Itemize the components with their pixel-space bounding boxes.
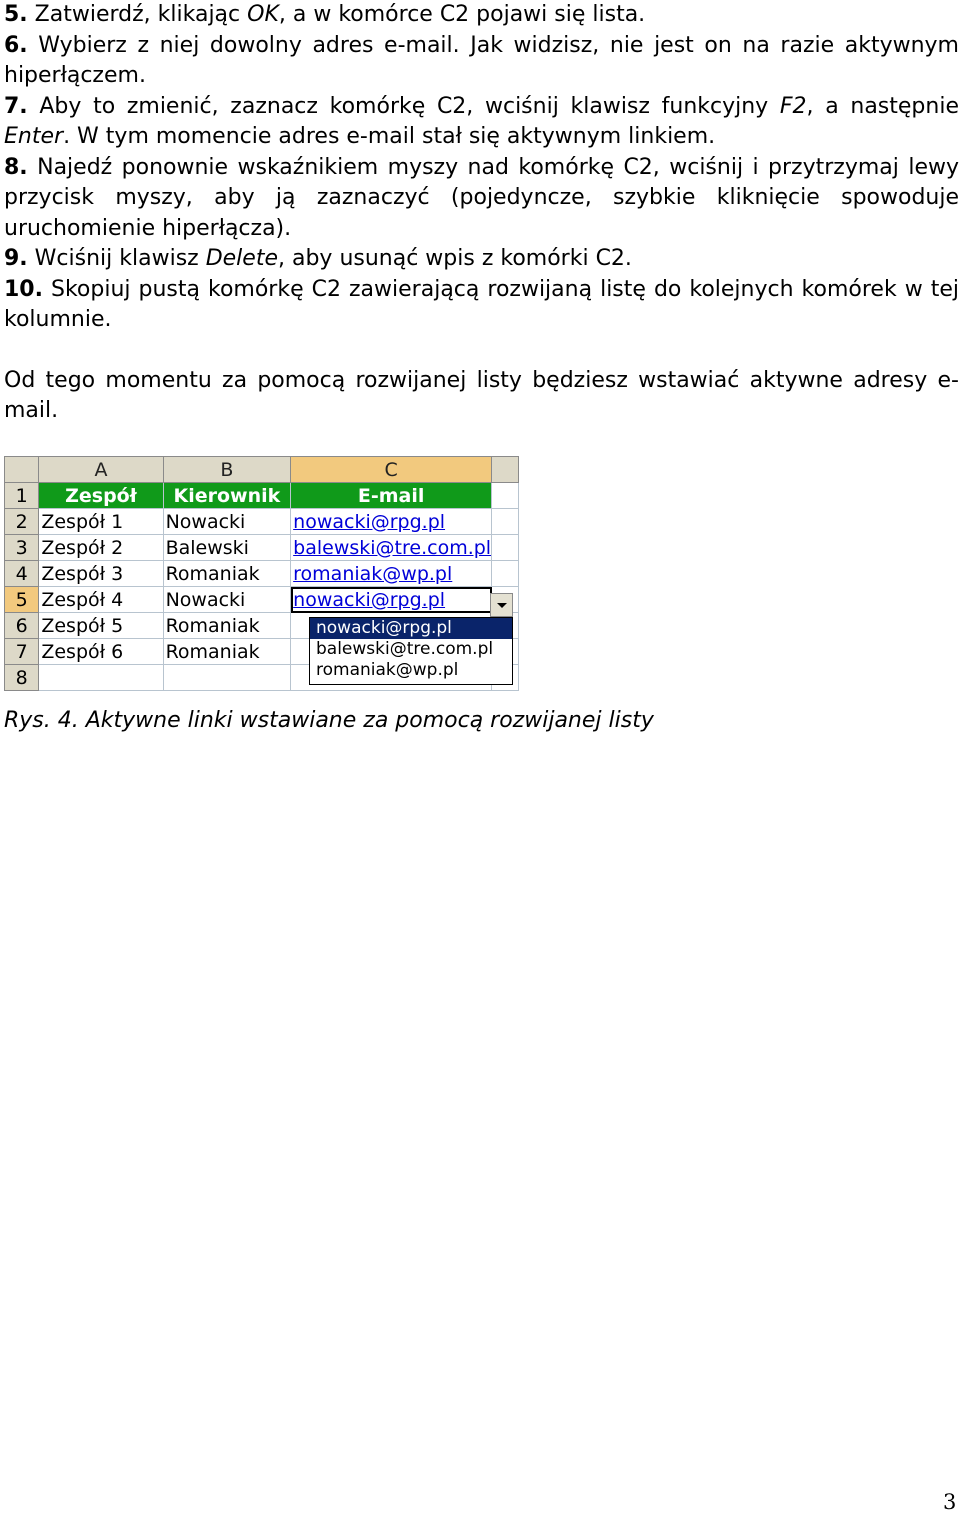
cell-c5-active-link[interactable]: nowacki@rpg.pl	[291, 587, 492, 613]
cell-d1[interactable]	[492, 483, 519, 509]
row-header-5[interactable]: 5	[5, 587, 39, 613]
column-header-d[interactable]	[492, 457, 519, 483]
cell-b3[interactable]: Balewski	[163, 535, 291, 561]
cell-d2[interactable]	[492, 509, 519, 535]
step-8: 8. Najedź ponownie wskaźnikiem myszy nad komórkę C2, wciśnij i przytrzymaj lewy przycisk myszy, aby ją zaznaczyć (pojedyncze, szybkie kliknięcie spowoduje uruchomienie hiperłącza).	[4, 154, 959, 241]
step-10: 10. Skopiuj pustą komórkę C2 zawierającą rozwijaną listę do kolejnych komórek w tej kolumnie.	[4, 276, 959, 332]
step-6: 6. Wybierz z niej dowolny adres e-mail. Jak widzisz, nie jest on na razie aktywnym hiperłączem.	[4, 32, 959, 88]
cell-a1[interactable]: Zespół	[39, 483, 163, 509]
cell-c1[interactable]: E-mail	[291, 483, 492, 509]
dropdown-list	[309, 617, 513, 685]
row-header-4[interactable]: 4	[5, 561, 39, 587]
dropdown-option[interactable]: balewski@tre.com.pl	[316, 639, 494, 659]
row-header-2[interactable]: 2	[5, 509, 39, 535]
dropdown-option[interactable]: romaniak@wp.pl	[316, 660, 459, 680]
column-header-a[interactable]: A	[39, 457, 163, 483]
page-number: 3	[943, 1490, 957, 1514]
cell-b4[interactable]: Romaniak	[163, 561, 291, 587]
row-header-6[interactable]: 6	[5, 613, 39, 639]
table-row	[5, 535, 519, 561]
cell-b8[interactable]	[163, 665, 291, 691]
cell-b7[interactable]: Romaniak	[163, 639, 291, 665]
cell-a6[interactable]: Zespół 5	[39, 613, 163, 639]
cell-a2[interactable]: Zespół 1	[39, 509, 163, 535]
step-5: 5. Zatwierdź, klikając OK, a w komórce C2 pojawi się lista.	[4, 2, 646, 27]
cell-c3-link[interactable]: balewski@tre.com.pl	[291, 535, 492, 561]
row-header-7[interactable]: 7	[5, 639, 39, 665]
step-9: 9. Wciśnij klawisz Delete, aby usunąć wpis z komórki C2.	[4, 246, 632, 271]
cell-a7[interactable]: Zespół 6	[39, 639, 163, 665]
cell-b5[interactable]: Nowacki	[163, 587, 291, 613]
cell-d3[interactable]	[492, 535, 519, 561]
cell-b6[interactable]: Romaniak	[163, 613, 291, 639]
row-header-8[interactable]: 8	[5, 665, 39, 691]
cell-b1[interactable]: Kierownik	[163, 483, 291, 509]
cell-a8[interactable]	[39, 665, 163, 691]
spreadsheet-figure	[4, 456, 519, 705]
summary-paragraph: Od tego momentu za pomocą rozwijanej listy będziesz wstawiać aktywne adresy e-mail.	[4, 367, 959, 423]
cell-c2-link[interactable]: nowacki@rpg.pl	[291, 509, 492, 535]
table-row	[5, 509, 519, 535]
table-row	[5, 587, 519, 613]
table-row	[5, 561, 519, 587]
cell-c4-link[interactable]: romaniak@wp.pl	[291, 561, 492, 587]
column-header-c[interactable]: C	[291, 457, 492, 483]
dropdown-option[interactable]: nowacki@rpg.pl	[310, 618, 512, 639]
row-header-1[interactable]: 1	[5, 483, 39, 509]
step-7: 7. Aby to zmienić, zaznacz komórkę C2, wciśnij klawisz funkcyjny F2, a następnie Enter. W tym momencie adres e-mail stał się aktywnym linkiem.	[4, 93, 959, 149]
document-body	[4, 0, 959, 427]
row-header-3[interactable]: 3	[5, 535, 39, 561]
figure-caption: Rys. 4. Aktywne linki wstawiane za pomocą rozwijanej listy	[4, 708, 654, 733]
cell-a4[interactable]: Zespół 3	[39, 561, 163, 587]
cell-d4[interactable]	[492, 561, 519, 587]
cell-a5[interactable]: Zespół 4	[39, 587, 163, 613]
cell-a3[interactable]: Zespół 2	[39, 535, 163, 561]
cell-b2[interactable]: Nowacki	[163, 509, 291, 535]
dropdown-arrow-button[interactable]	[490, 593, 513, 617]
column-header-b[interactable]: B	[163, 457, 291, 483]
paragraph-gap	[4, 336, 959, 366]
corner-cell[interactable]	[5, 457, 39, 483]
